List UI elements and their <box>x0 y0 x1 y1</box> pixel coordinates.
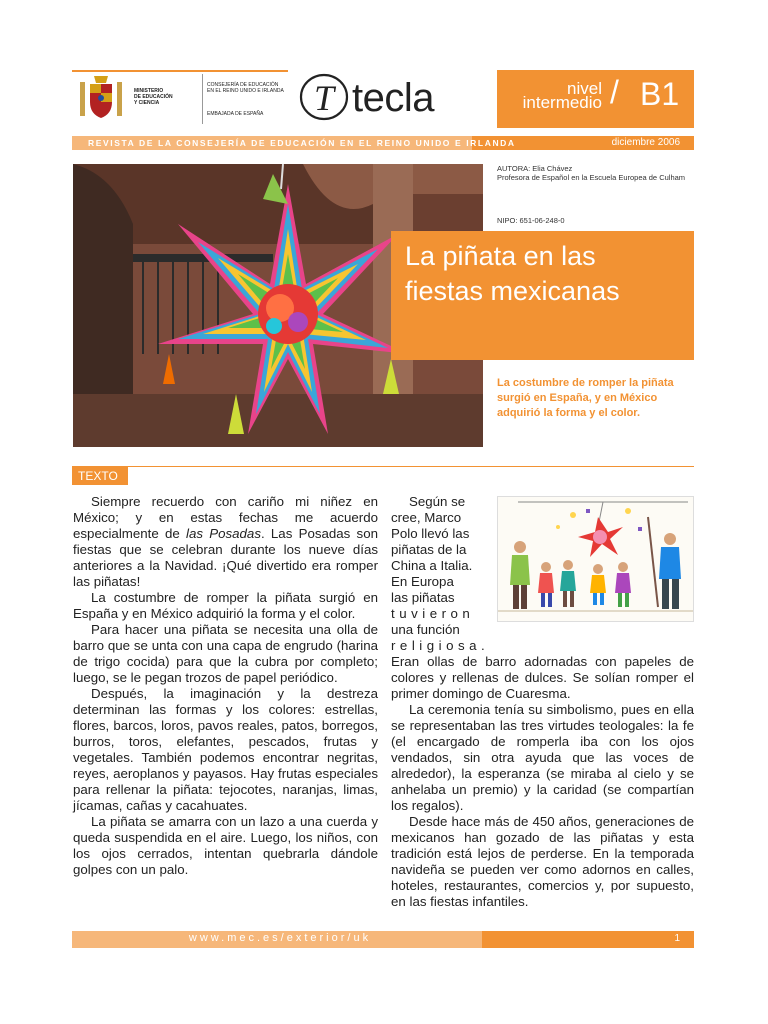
text-line: Según se <box>409 494 466 509</box>
consejeria-name <box>207 82 289 94</box>
text-line: En Europa <box>391 574 454 589</box>
children-pinata-illustration <box>497 496 694 622</box>
article-title-line: fiestas mexicanas <box>405 276 620 306</box>
paragraph: Eran ollas de barro adornadas con papeles de colores y rellenas de dulces. Se solían romper el primer domingo de Cuaresma. <box>391 654 694 701</box>
level-code: B1 <box>640 76 680 112</box>
text-line: China a Italia. <box>391 558 473 573</box>
paragraph: Después, la imaginación y la destreza determinan las formas y los colores: estrellas, flores, barcos, loros, pavos reales, patos, borregos, burros, toros, elefantes, pescados, frutas y vegetales. También podemos encontrar negritas, reyes, aeroplanos y payasos. Hay frutas especiales para rellenar la piñata: tejocotes, naranjas, limas, jícamas, cañas y cacahuates. <box>73 686 378 813</box>
page-number: 1 <box>674 933 680 944</box>
text-line: una función <box>391 622 460 637</box>
article-column-1 <box>73 494 378 878</box>
nipo-number: NIPO: 651-06-248-0 <box>497 216 565 225</box>
author-block <box>497 164 697 182</box>
author-role: Profesora de Español en la Escuela Europea de Culham <box>497 173 686 182</box>
paragraph: La ceremonia tenía su simbolismo, pues en ella se representaban las tres virtudes teologales: la fe (el encargado de romperla iba con los ojos vendados, sin otra ayuda que las voces de alrededor), la esperanza (se miraba al cielo y se anhelaba un premio) y la caridad (se compartían los regalos). <box>391 702 694 813</box>
issue-date: diciembre 2006 <box>611 137 680 148</box>
paragraph-text: Siempre recuerdo con cariño mi niñez en México; y en estas fechas me acuerdo especialmente de <box>73 494 378 541</box>
magazine-logo-word: tecla <box>352 76 434 120</box>
level-line: intermedio <box>522 93 602 112</box>
consejeria-line: EN EL REINO UNIDO E IRLANDA <box>207 88 284 94</box>
paragraph: La piñata se amarra con un lazo a una cuerda y queda suspendida en el aire. Luego, los niños, con los ojos cerrados, intentan quebrarla dándole golpes con un palo. <box>73 814 378 877</box>
ministry-line: DE EDUCACIÓN <box>134 94 173 100</box>
level-slash: / <box>610 74 619 110</box>
embajada-name: EMBAJADA DE ESPAÑA <box>207 111 264 117</box>
ministry-line: Y CIENCIA <box>134 100 160 106</box>
text-line: tuvieron <box>391 606 475 621</box>
paragraph: Para hacer una piñata se necesita una olla de barro que se unta con una capa de engrudo (harina de trigo cocida) para que la cubra por completo; luego, se le pegan trozos de papel periódico. <box>73 622 378 685</box>
section-label: TEXTO <box>72 467 128 485</box>
emphasis-text: las Posadas <box>186 526 261 541</box>
article-column-2-top <box>391 494 490 654</box>
paragraph-text: . Las Posadas son fiestas que se celebran durante los nueve días anteriores a la Navidad. ¡Qué divertido era romper las piñatas! <box>73 526 378 589</box>
consejeria-line: CONSEJERÍA DE EDUCACIÓN <box>207 82 279 88</box>
text-line: las piñatas <box>391 590 455 605</box>
logo-letter: T <box>313 78 335 118</box>
magazine-title: REVISTA DE LA CONSEJERÍA DE EDUCACIÓN EN EL REINO UNIDO E IRLANDA <box>88 138 516 148</box>
footer-url-link[interactable]: www.mec.es/exterior/uk <box>188 932 372 944</box>
tecla-logo-icon <box>298 70 350 122</box>
article-lead: La costumbre de romper la piñata surgió en España, y en México adquirió la forma y el color. <box>497 377 674 419</box>
spain-coat-of-arms-icon <box>76 74 126 122</box>
text-line: piñatas de la <box>391 542 467 557</box>
level-line: nivel <box>567 79 602 98</box>
paragraph: La costumbre de romper la piñata surgió en España y en México adquirió la forma y el color. <box>73 590 378 621</box>
article-column-2-bottom <box>391 654 694 910</box>
level-label <box>506 79 602 112</box>
author-name: AUTORA: Elia Chávez <box>497 164 573 173</box>
paragraph <box>73 494 378 590</box>
text-line: religiosa. <box>391 638 490 653</box>
ministry-name <box>134 88 198 106</box>
text-line: cree, Marco <box>391 510 462 525</box>
section-rule <box>72 466 694 467</box>
ministry-line: MINISTERIO <box>134 88 164 94</box>
text-line: Polo llevó las <box>391 526 470 541</box>
paragraph: Desde hace más de 450 años, generaciones de mexicanos han gozado de las piñatas y esta tradición está lejos de perderse. En la temporada navideña se pueden ver como adornos en calles, hoteles, restaurantes, comercios y, por supuesto, en las fiestas infantiles. <box>391 814 694 909</box>
article-title-line: La piñata en las <box>405 241 596 271</box>
